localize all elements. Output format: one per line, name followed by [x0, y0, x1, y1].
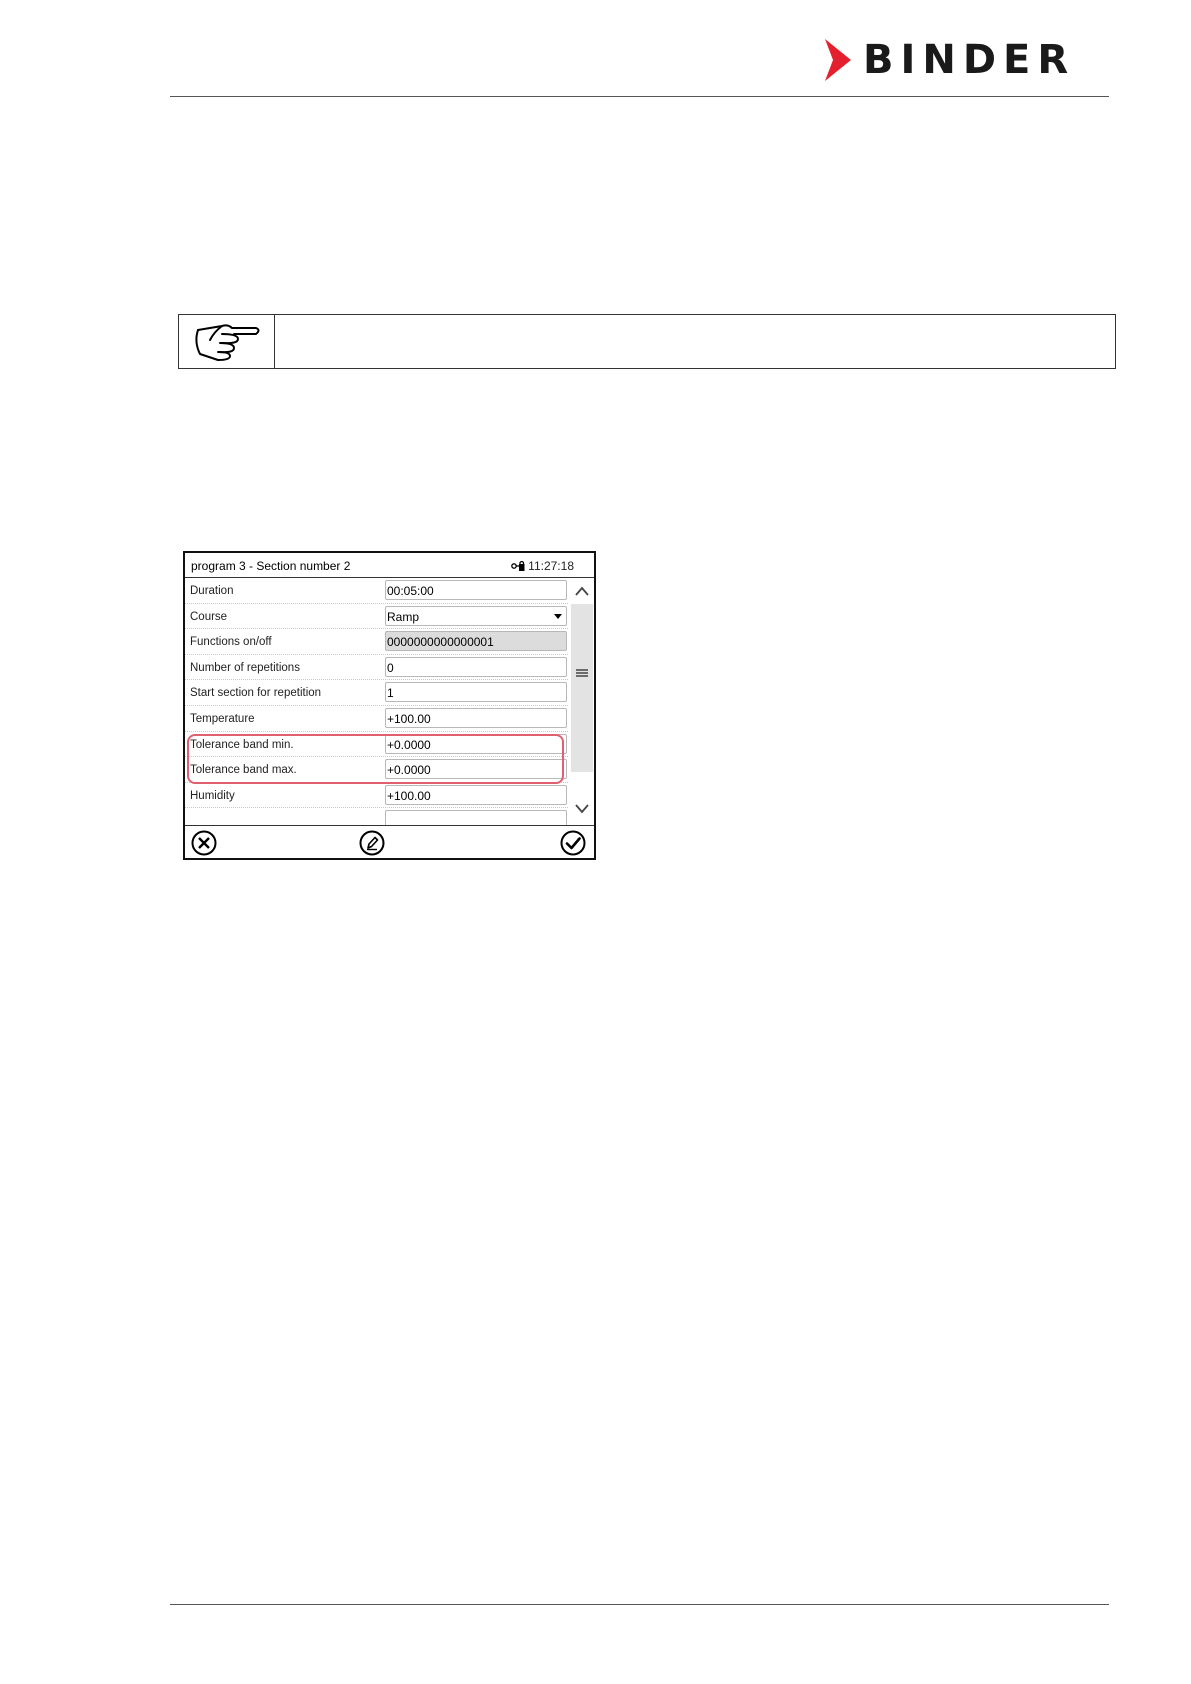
- screen-title-bar: [185, 553, 594, 578]
- row-repetitions: [185, 655, 568, 681]
- brand-name: BINDER: [863, 37, 1076, 83]
- note-text: [284, 315, 1105, 368]
- chevron-down-icon: [575, 804, 589, 814]
- edit-button[interactable]: [359, 830, 385, 856]
- binder-logo: [823, 38, 1075, 82]
- functions-field[interactable]: 0000000000000001: [385, 631, 567, 651]
- controller-screen: [183, 551, 596, 860]
- row-label: Course: [190, 610, 228, 623]
- course-select[interactable]: [385, 606, 567, 626]
- row-label: Duration: [190, 585, 234, 597]
- humidity-field[interactable]: +100.00: [385, 785, 567, 805]
- row-label: Number of repetitions: [190, 661, 300, 674]
- scrollbar[interactable]: [570, 580, 594, 820]
- row-course: [185, 604, 568, 630]
- row-label: Temperature: [190, 713, 255, 725]
- row-label: Functions on/off: [190, 636, 272, 649]
- start-section-field[interactable]: 1: [385, 682, 567, 702]
- menu-lines-icon: [576, 668, 588, 678]
- clock-area: [511, 559, 574, 573]
- chevron-up-icon: [575, 586, 589, 596]
- course-select-value: Ramp: [387, 609, 420, 624]
- note-icon-cell: [179, 315, 275, 368]
- tolerance-min-field[interactable]: +0.0000: [385, 734, 567, 754]
- cancel-icon: [191, 830, 217, 856]
- screen-title: program 3 - Section number 2: [191, 559, 351, 573]
- row-functions: [185, 629, 568, 655]
- row-start-section: [185, 680, 568, 706]
- cancel-button[interactable]: [191, 830, 217, 856]
- duration-field[interactable]: 00:05:00: [385, 580, 567, 600]
- pointing-hand-icon: [192, 318, 262, 366]
- row-label: Humidity: [190, 789, 235, 802]
- row-duration: [185, 578, 568, 604]
- footer-divider: [170, 1604, 1109, 1605]
- key-lock-icon: [511, 560, 525, 572]
- row-label: Tolerance band min.: [190, 738, 294, 751]
- repetitions-field[interactable]: 0: [385, 657, 567, 677]
- scroll-up-button[interactable]: [570, 580, 594, 602]
- edit-icon: [359, 830, 385, 856]
- confirm-icon: [560, 830, 586, 856]
- row-tolerance-min: [185, 732, 568, 758]
- scroll-down-button[interactable]: [570, 798, 594, 820]
- row-label: Start section for repetition: [190, 687, 322, 700]
- row-temperature: [185, 706, 568, 732]
- dropdown-arrow-icon: [554, 614, 562, 619]
- row-tolerance-max: [185, 757, 568, 783]
- row-humidity: [185, 783, 568, 809]
- confirm-button[interactable]: [560, 830, 586, 856]
- row-label: Tolerance band max.: [190, 764, 297, 777]
- binder-logo-mark-icon: [823, 39, 853, 81]
- tolerance-max-field[interactable]: +0.0000: [385, 759, 567, 779]
- scroll-track[interactable]: [571, 604, 593, 772]
- temperature-field[interactable]: +100.00: [385, 708, 567, 728]
- note-box: [178, 314, 1116, 369]
- clock-time: 11:27:18: [528, 559, 574, 573]
- header-divider: [170, 96, 1109, 97]
- action-bar: [185, 825, 594, 858]
